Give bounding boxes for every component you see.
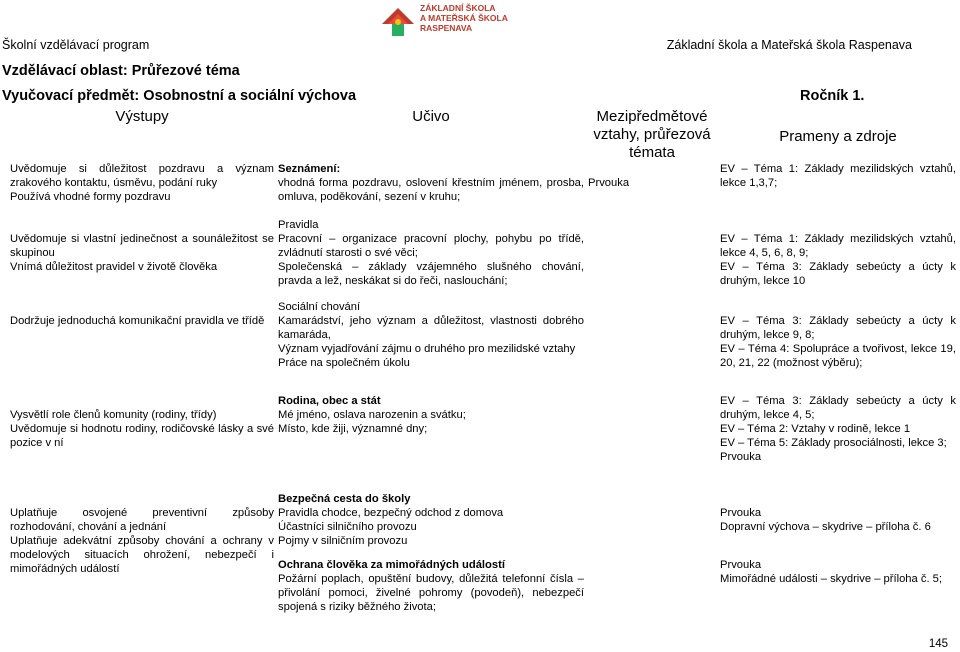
- row2-mezi: [586, 218, 718, 300]
- row3-ucivo: Sociální chování Kamarádství, jeho význam a důležitost, vlastnosti dobrého kamaráda, Význam vyjadřování zájmu o druhého pro mezilidské vztahy Práce na společném úkolu: [278, 301, 584, 369]
- header-mezipredmetove: Mezipředmětové vztahy, průřezová témata: [593, 108, 711, 161]
- table-row: [8, 492, 958, 614]
- school-logo-text: ZÁKLADNÍ ŠKOLA A MATEŘSKÁ ŠKOLA RASPENAVA: [420, 3, 508, 33]
- row4-mezi: [586, 394, 718, 492]
- header-ucivo: Učivo: [412, 108, 450, 125]
- header-school: Základní škola a Mateřská škola Raspenava: [666, 38, 912, 52]
- header-prameny: Prameny a zdroje: [779, 128, 897, 145]
- row4-vystupy: Vysvětlí role členů komunity (rodiny, třídy) Uvědomuje si hodnotu rodiny, rodičovské lásky a své pozice v ní: [10, 409, 274, 449]
- subject-title: Vyučovací předmět: Osobnostní a sociální výchova: [2, 88, 357, 104]
- table-header-row: [8, 108, 958, 162]
- row1-prameny: EV – Téma 1: Základy mezilidských vztahů, lekce 1,3,7;: [720, 163, 956, 189]
- table-row: [8, 394, 958, 492]
- header-program: Školní vzdělávací program: [2, 38, 150, 52]
- curriculum-table: [8, 108, 958, 614]
- row2-prameny: EV – Téma 1: Základy mezilidských vztahů, lekce 4, 5, 6, 8, 9; EV – Téma 3: Základy sebeúcty a úcty k druhým, lekce 10: [720, 233, 956, 287]
- row5-mezi: [586, 492, 718, 614]
- row5-ucivo: Bezpečná cesta do školy Pravidla chodce, bezpečný odchod z domova Účastníci silničního provozu Pojmy v silničním provozu Ochrana člověka za mimořádných událostí Požární poplach, opuštění budovy, důležitá telefonní čísla – přivolání pomoci, živelné pohromy (povodeň), nebezpečí spojená s riziky běžného života;: [278, 493, 584, 613]
- row5-prameny: Prvouka Dopravní výchova – skydrive – příloha č. 6 Prvouka Mimořádné události – skydrive – příloha č. 5;: [720, 507, 942, 585]
- row3-prameny: EV – Téma 3: Základy sebeúcty a úcty k druhým, lekce 9, 8; EV – Téma 4: Spolupráce a tvořivost, lekce 19, 20, 21, 22 (možnost výběru);: [720, 315, 956, 369]
- page-number: 145: [928, 638, 948, 650]
- grade-title: Ročník 1.: [800, 88, 865, 104]
- row2-vystupy: Uvědomuje si vlastní jedinečnost a sounáležitost se skupinou Vnímá důležitost pravidel v životě člověka: [10, 233, 274, 273]
- row3-mezi: [586, 300, 718, 394]
- row3-vystupy: Dodržuje jednoduchá komunikační pravidla ve třídě: [10, 315, 265, 327]
- row2-ucivo: Pravidla Pracovní – organizace pracovní plochy, pohybu po třídě, zvládnutí starosti o své věci; Společenská – základy vzájemného slušného chování, pravda a lež, neskákat si do řeči, naslouchání;: [278, 219, 584, 287]
- table-row: [8, 300, 958, 394]
- row4-prameny: EV – Téma 3: Základy sebeúcty a úcty k druhým, lekce 4, 5; EV – Téma 2: Vztahy v rodině, lekce 1 EV – Téma 5: Základy prosociálnosti, lekce 3; Prvouka: [720, 395, 956, 463]
- row1-mezi: Prvouka: [588, 177, 630, 189]
- header-vystupy: Výstupy: [115, 108, 169, 125]
- row5-vystupy: Uplatňuje osvojené preventivní způsoby rozhodování, chování a jednání Uplatňuje adekvátní způsoby chování a ochrany v modelových situacích ohrožení, nebezpečí i mimořádných událostí: [10, 507, 274, 575]
- row1-vystupy: Uvědomuje si důležitost pozdravu a význam zrakového kontaktu, úsměvu, podání ruky Používá vhodné formy pozdravu: [10, 163, 274, 203]
- table-row: [8, 218, 958, 300]
- area-title: Vzdělávací oblast: Průřezové téma: [2, 63, 240, 79]
- table-row: [8, 162, 958, 218]
- row4-ucivo: Rodina, obec a stát Mé jméno, oslava narozenin a svátku; Místo, kde žiji, významné dny;: [278, 395, 466, 435]
- row1-ucivo: Seznámení: vhodná forma pozdravu, oslovení křestním jménem, prosba, omluva, poděkování, sezení v kruhu;: [278, 163, 584, 203]
